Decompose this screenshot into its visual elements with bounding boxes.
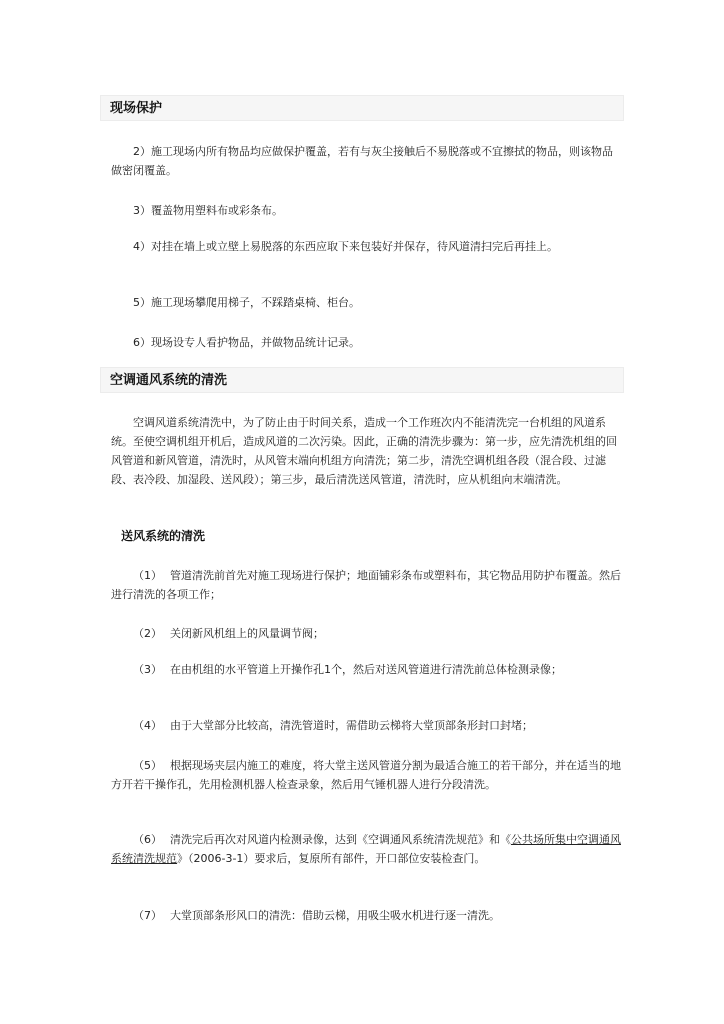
step-number: （1） — [133, 569, 162, 582]
step-text: 根据现场夹层内施工的难度，将大堂主送风管道分割为最适合施工的若干部分，并在适当的地方开若干操作孔，先用检测机器人检查录象，然后用气锤机器人进行分段清洗。 — [111, 759, 621, 791]
supply-air-step-4 — [111, 716, 623, 735]
hvac-cleaning-intro: 空调风道系统清洗中，为了防止由于时间关系，造成一个工作班次内不能清洗完一台机组的风道系统。至使空调机组开机后，造成风道的二次污染。因此，正确的清洗步骤为：第一步，应先清洗机组的回风管道和新风管道，清洗时，从风管末端向机组方向清洗；第二步，清洗空调机组各段（混合段、过滤段、表冷段、加湿段、送风段）；第三步，最后清洗送风管道，清洗时，应从机组向末端清洗。 — [111, 416, 617, 486]
site-protection-item-6: 6）现场设专人看护物品，并做物品统计记录。 — [133, 336, 360, 349]
step-number: （5） — [133, 759, 162, 772]
step-text: 关闭新风机组上的风量调节阀； — [170, 627, 324, 640]
supply-air-step-1 — [111, 566, 623, 604]
site-protection-item-3: 3）覆盖物用塑料布或彩条布。 — [133, 204, 283, 217]
step-number: （4） — [133, 719, 162, 732]
site-protection-item-4: 4）对挂在墙上或立壁上易脱落的东西应取下来包装好并保存，待风道清扫完后再挂上。 — [133, 240, 558, 253]
subheading-supply-air: 送风系统的清洗 — [121, 529, 206, 543]
standard-link[interactable]: 公共场所集中空调通风系统清洗规范 — [111, 833, 621, 865]
step-number: （7） — [133, 909, 162, 922]
supply-air-step-6 — [111, 830, 623, 868]
supply-air-step-2 — [111, 624, 623, 643]
section-heading-site-protection: 现场保护 — [100, 95, 624, 121]
site-protection-item-5: 5）施工现场攀爬用梯子，不踩踏桌椅、柜台。 — [133, 296, 360, 309]
supply-air-step-3 — [111, 660, 623, 679]
site-protection-item-2: 2）施工现场内所有物品均应做保护覆盖，若有与灰尘接触后不易脱落或不宜擦拭的物品，则该物品做密闭覆盖。 — [111, 145, 613, 177]
step-text: 大堂顶部条形风口的清洗：借助云梯，用吸尘吸水机进行逐一清洗。 — [170, 909, 500, 922]
step-number: （6） — [133, 833, 162, 846]
section-heading-hvac-cleaning: 空调通风系统的清洗 — [100, 367, 624, 393]
step-text: 管道清洗前首先对施工现场进行保护；地面铺彩条布或塑料布，其它物品用防护布覆盖。然后进行清洗的各项工作； — [111, 569, 621, 601]
supply-air-step-7 — [111, 906, 623, 925]
step-text: 清洗完后再次对风道内检测录像，达到《空调通风系统清洗规范》和《 — [170, 833, 511, 846]
step-text: 由于大堂部分比较高，清洗管道时，需借助云梯将大堂顶部条形封口封堵； — [170, 719, 533, 732]
supply-air-step-5 — [111, 756, 623, 794]
step-number: （2） — [133, 627, 162, 640]
step-text-continued: 》（2006-3-1）要求后，复原所有部件，开口部位安装检查门。 — [177, 852, 486, 865]
step-text: 在由机组的水平管道上开操作孔1个，然后对送风管道进行清洗前总体检测录像； — [170, 663, 562, 676]
step-number: （3） — [133, 663, 162, 676]
